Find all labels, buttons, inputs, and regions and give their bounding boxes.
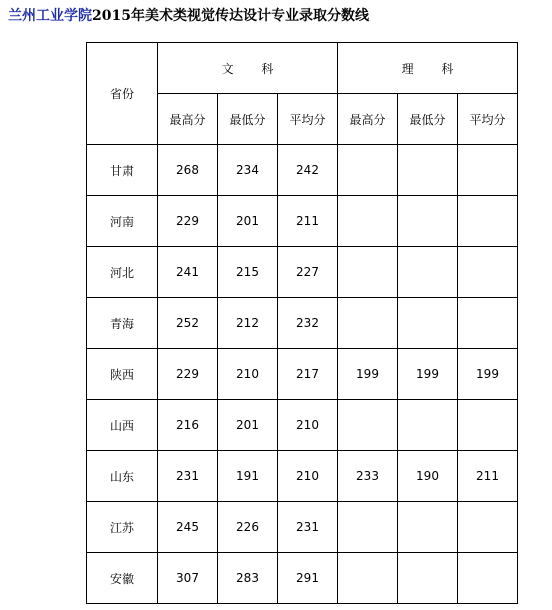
group-header-wenke: 文 科 [158,43,338,94]
wen-avg-cell: 217 [278,349,338,400]
table-row [87,451,518,502]
li-min-cell [398,196,458,247]
li-max-cell [338,400,398,451]
wen-avg-cell: 227 [278,247,338,298]
li-min-cell: 199 [398,349,458,400]
wen-max-cell: 252 [158,298,218,349]
wen-max-cell: 229 [158,349,218,400]
wen-max-cell: 241 [158,247,218,298]
province-cell: 安徽 [87,553,158,604]
wen-min-cell: 210 [218,349,278,400]
province-cell: 陕西 [87,349,158,400]
li-max-cell [338,247,398,298]
wen-avg-cell: 232 [278,298,338,349]
table-row [87,400,518,451]
admission-score-table [86,42,518,604]
li-avg-cell [458,502,518,553]
table-row [87,553,518,604]
subheader-li-max: 最高分 [338,94,398,145]
province-cell: 山西 [87,400,158,451]
wen-min-cell: 201 [218,400,278,451]
header-group-row [87,43,518,94]
wen-avg-cell: 211 [278,196,338,247]
wen-max-cell: 268 [158,145,218,196]
title-school-name: 兰州工业学院 [8,8,92,24]
table-row [87,196,518,247]
title-description: 2015年美术类视觉传达设计专业录取分数线 [92,8,369,24]
li-avg-cell: 211 [458,451,518,502]
wen-min-cell: 215 [218,247,278,298]
province-cell: 河南 [87,196,158,247]
li-avg-cell: 199 [458,349,518,400]
province-cell: 青海 [87,298,158,349]
group-header-like: 理 科 [338,43,518,94]
subheader-li-min: 最低分 [398,94,458,145]
table-row [87,502,518,553]
province-header: 省份 [87,43,158,145]
wen-avg-cell: 210 [278,400,338,451]
wen-avg-cell: 242 [278,145,338,196]
li-avg-cell [458,145,518,196]
wen-avg-cell: 231 [278,502,338,553]
wen-max-cell: 231 [158,451,218,502]
li-avg-cell [458,400,518,451]
li-max-cell [338,196,398,247]
wen-avg-cell: 210 [278,451,338,502]
province-cell: 江苏 [87,502,158,553]
li-min-cell [398,298,458,349]
wen-min-cell: 212 [218,298,278,349]
page-title [8,6,369,26]
li-avg-cell [458,553,518,604]
table-body [87,145,518,604]
wen-max-cell: 245 [158,502,218,553]
li-min-cell: 190 [398,451,458,502]
li-min-cell [398,553,458,604]
wen-min-cell: 201 [218,196,278,247]
table-row [87,298,518,349]
wen-min-cell: 226 [218,502,278,553]
subheader-wen-min: 最低分 [218,94,278,145]
li-avg-cell [458,298,518,349]
wen-min-cell: 283 [218,553,278,604]
li-min-cell [398,400,458,451]
li-avg-cell [458,196,518,247]
table-row [87,349,518,400]
wen-min-cell: 234 [218,145,278,196]
li-max-cell [338,298,398,349]
wen-max-cell: 216 [158,400,218,451]
subheader-wen-avg: 平均分 [278,94,338,145]
province-cell: 甘肃 [87,145,158,196]
li-max-cell [338,553,398,604]
li-avg-cell [458,247,518,298]
table-row [87,247,518,298]
wen-avg-cell: 291 [278,553,338,604]
province-cell: 河北 [87,247,158,298]
table-row [87,145,518,196]
li-min-cell [398,502,458,553]
subheader-li-avg: 平均分 [458,94,518,145]
li-max-cell: 199 [338,349,398,400]
wen-min-cell: 191 [218,451,278,502]
wen-max-cell: 307 [158,553,218,604]
li-min-cell [398,247,458,298]
subheader-wen-max: 最高分 [158,94,218,145]
li-max-cell [338,145,398,196]
province-cell: 山东 [87,451,158,502]
li-min-cell [398,145,458,196]
li-max-cell [338,502,398,553]
li-max-cell: 233 [338,451,398,502]
wen-max-cell: 229 [158,196,218,247]
